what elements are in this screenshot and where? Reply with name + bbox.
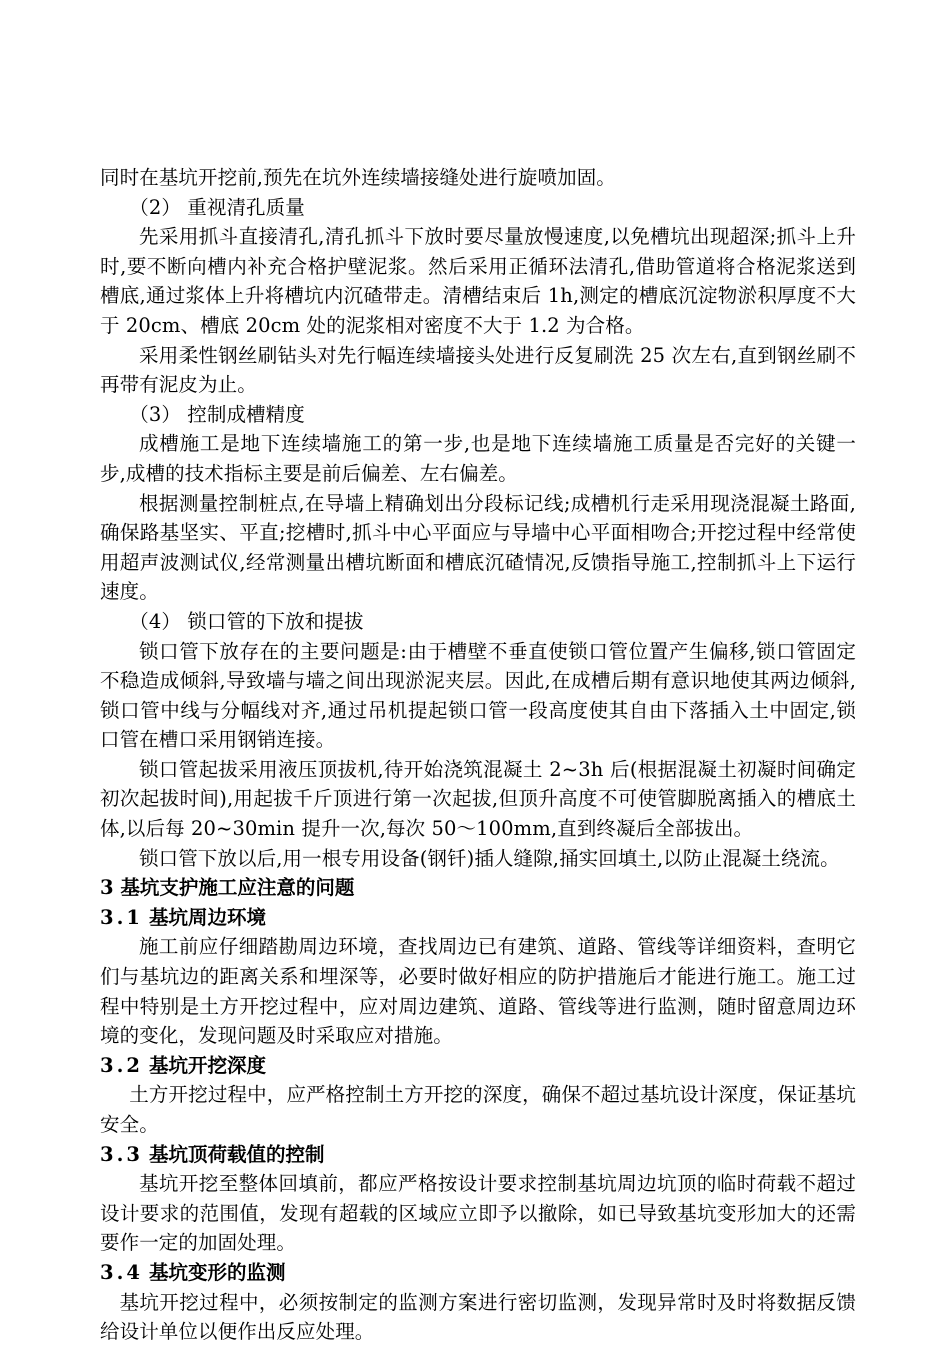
subheading-4: （4） 锁口管的下放和提拔 (129, 609, 364, 633)
subsection-number: 3.1 (100, 905, 143, 929)
subsection-heading (100, 903, 856, 933)
paragraph: 采用柔性钢丝刷钻头对先行幅连续墙接头处进行反复刷洗 25 次左右,直到钢丝刷不再带有泥皮为止。 (100, 343, 856, 397)
subsection-number: 3.4 (100, 1260, 143, 1284)
paragraph: 锁口管下放以后,用一根专用设备(钢钎)插人缝隙,捅实回填土,以防止混凝土绕流。 (139, 846, 840, 870)
paragraph: 同时在基坑开挖前,预先在坑外连续墙接缝处进行旋喷加固。 (100, 166, 616, 189)
paragraph: 施工前应仔细踏勘周边环境，查找周边已有建筑、道路、管线等详细资料，查明它们与基坑边的距离关系和埋深等，必要时做好相应的防护措施后才能进行施工。施工过程中特别是土方开挖过程中，应对周边建筑、道路、管线等进行监测，随时留意周边环境的变化，发现问题及时采取应对措施。 (100, 935, 856, 1048)
subsection-number: 3.2 (100, 1053, 143, 1077)
subsection-heading (100, 1051, 856, 1081)
paragraph: 根据测量控制桩点,在导墙上精确划出分段标记线;成槽机行走采用现浇混凝土路面,确保路基坚实、平直;挖槽时,抓斗中心平面应与导墙中心平面相吻合;开挖过程中经常使用超声波测试仪,经常测量出槽坑断面和槽底沉碴情况,反馈指导施工,控制抓斗上下运行速度。 (100, 491, 856, 604)
subheading-2: （2） 重视清孔质量 (129, 195, 305, 219)
paragraph: 基坑开挖过程中，必须按制定的监测方案进行密切监测，发现异常时及时将数据反馈给设计单位以便作出反应处理。 (100, 1290, 856, 1344)
paragraph: 锁口管起拔采用液压顶拔机,待开始浇筑混凝土 2~3h 后(根据混凝土初凝时间确定初次起拔时间),用起拔千斤顶进行第一次起拔,但顶升高度不可使管脚脱离插入的槽底土体,以后每 20~30min 提升一次,每次 50～100mm,直到终凝后全部拔出。 (100, 757, 856, 841)
paragraph: 基坑开挖至整体回填前，都应严格按设计要求控制基坑周边坑顶的临时荷载不超过设计要求的范围值，发现有超载的区域应立即予以撤除，如已导致基坑变形加大的还需要作一定的加固处理。 (100, 1172, 856, 1255)
subsection-heading (100, 1140, 856, 1170)
subsection-title: 基坑开挖深度 (148, 1053, 266, 1077)
subheading-3: （3） 控制成槽精度 (129, 402, 305, 426)
paragraph: 土方开挖过程中，应严格控制土方开挖的深度，确保不超过基坑设计深度，保证基坑安全。 (100, 1083, 856, 1136)
subsection-number: 3.3 (100, 1142, 143, 1166)
subsection-title: 基坑顶荷载值的控制 (148, 1142, 325, 1166)
paragraph: 成槽施工是地下连续墙施工的第一步,也是地下连续墙施工质量是否完好的关键一步,成槽的技术指标主要是前后偏差、左右偏差。 (100, 432, 856, 485)
document-page (100, 163, 856, 1347)
subsection-heading (100, 1258, 856, 1288)
paragraph: 锁口管下放存在的主要问题是:由于槽壁不垂直使锁口管位置产生偏移,锁口管固定不稳造成倾斜,导致墙与墙之间出现淤泥夹层。因此,在成槽后期有意识地使其两边倾斜,锁口管中线与分幅线对齐,通过吊机提起锁口管一段高度使其自由下落插入土中固定,锁口管在槽口采用钢销连接。 (100, 639, 856, 752)
subsection-title: 基坑周边环境 (148, 905, 266, 929)
section-heading: 3 基坑支护施工应注意的问题 (100, 876, 355, 900)
subsection-title: 基坑变形的监测 (148, 1260, 286, 1284)
paragraph: 先采用抓斗直接清孔,清孔抓斗下放时要尽量放慢速度,以免槽坑出现超深;抓斗上升时,要不断向槽内补充合格护壁泥浆。然后采用正循环法清孔,借助管道将合格泥浆送到槽底,通过浆体上升将槽坑内沉碴带走。清槽结束后 1h,测定的槽底沉淀物淤积厚度不大于 20cm、槽底 20cm 处的泥浆相对密度不大于 1.2 为合格。 (100, 225, 856, 337)
